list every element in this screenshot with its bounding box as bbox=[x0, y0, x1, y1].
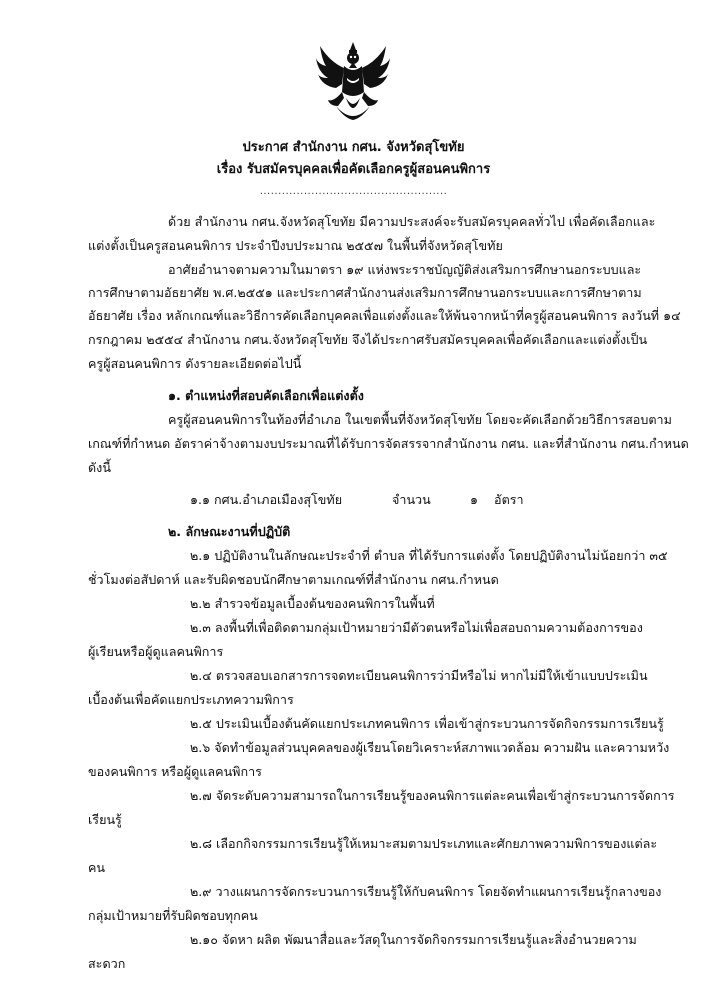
section2-heading: ๒. ลักษณะงานที่ปฏิบัติ bbox=[168, 524, 291, 539]
position-count-label: จำนวน bbox=[392, 492, 431, 507]
position-unit: อัตรา bbox=[494, 492, 524, 507]
duty-2-4-line1: ๒.๔ ตรวจสอบเอกสารการจดทะเบียนคนพิการว่ามีหรือไม่ หากไม่มีให้เข้าแบบประเมิน bbox=[190, 668, 648, 683]
duty-2-7-line1: ๒.๗ จัดระดับความสามารถในการเรียนรู้ของคนพิการแต่ละคนเพื่อเข้าสู่กระบวนการจัดการ bbox=[190, 788, 675, 803]
section1-body-line3: ดังนี้ bbox=[88, 460, 111, 475]
position-item: ๑.๑ กศน.อำเภอเมืองสุโขทัย bbox=[190, 492, 343, 507]
duty-2-10-line2: สะดวก bbox=[88, 956, 126, 971]
section1-heading: ๑. ตำแหน่งที่สอบคัดเลือกเพื่อแต่งตั้ง bbox=[168, 388, 364, 403]
document-subject: เรื่อง รับสมัครบุคคลเพื่อคัดเลือกครูผู้สอนคนพิการ bbox=[216, 162, 491, 177]
duty-2-6-line2: ของคนพิการ หรือผู้ดูแลคนพิการ bbox=[88, 764, 262, 779]
duty-2-6-line1: ๒.๖ จัดทำข้อมูลส่วนบุคคลของผู้เรียนโดยวิเคราะห์สภาพแวดล้อม ความฝัน และความหวัง bbox=[190, 740, 670, 755]
duty-2-1-line2: ชั่วโมงต่อสัปดาห์ และรับผิดชอบนักศึกษาตามเกณฑ์ที่สำนักงาน กศน.กำหนด bbox=[88, 572, 499, 587]
intro-p2-line3: อัธยาศัย เรื่อง หลักเกณฑ์และวิธีการคัดเลือกบุคคลเพื่อแต่งตั้งและให้พ้นจากหน้าที่ครูผู้สอนคนพิการ ลงวันที่ ๑๔ bbox=[88, 308, 681, 323]
duty-2-3-line1: ๒.๓ ลงพื้นที่เพื่อติดตามกลุ่มเป้าหมายว่ามีตัวตนหรือไม่เพื่อสอบถามความต้องการของ bbox=[190, 620, 643, 635]
section1-body-line2: เกณฑ์ที่กำหนด อัตราค่าจ้างตามงบประมาณที่ได้รับการจัดสรรจากสำนักงาน กศน. และที่สำนักงาน กศน.กำหนด bbox=[88, 436, 689, 451]
intro-p2-line4: กรกฎาคม ๒๕๕๔ สำนักงาน กศน.จังหวัดสุโขทัย จึงได้ประกาศรับสมัครบุคคลเพื่อคัดเลือกและแต่งตั้งเป็น bbox=[88, 332, 648, 347]
duty-2-9-line1: ๒.๙ วางแผนการจัดกระบวนการเรียนรู้ให้กับคนพิการ โดยจัดทำแผนการเรียนรู้กลางของ bbox=[190, 884, 662, 899]
duty-2-4-line2: เบื้องต้นเพื่อคัดแยกประเภทความพิการ bbox=[88, 692, 294, 707]
duty-2-8-line2: คน bbox=[88, 860, 106, 875]
duty-2-5: ๒.๕ ประเมินเบื้องต้นคัดแยกประเภทคนพิการ เพื่อเข้าสู่กระบวนการจัดกิจกรรมการเรียนรู้ bbox=[190, 716, 664, 731]
duty-2-1-line1: ๒.๑ ปฏิบัติงานในลักษณะประจำที่ ตำบล ที่ได้รับการแต่งตั้ง โดยปฏิบัติงานไม่น้อยกว่า ๓๕ bbox=[190, 548, 668, 563]
intro-p1-line1: ด้วย สำนักงาน กศน.จังหวัดสุโขทัย มีความประสงค์จะรับสมัครบุคคลทั่วไป เพื่อคัดเลือกและ bbox=[168, 214, 656, 229]
duty-2-2: ๒.๒ สำรวจข้อมูลเบื้องต้นของคนพิการในพื้นที่ bbox=[190, 596, 435, 611]
intro-p2-line1: อาศัยอำนาจตามความในมาตรา ๑๙ แห่งพระราชบัญญัติส่งเสริมการศึกษานอกระบบและ bbox=[168, 262, 642, 277]
duty-2-7-line2: เรียนรู้ bbox=[88, 812, 122, 827]
duty-2-10-line1: ๒.๑๐ จัดหา ผลิต พัฒนาสื่อและวัสดุในการจัดกิจกรรมการเรียนรู้และสิ่งอำนวยความ bbox=[190, 932, 637, 947]
position-row bbox=[190, 492, 524, 508]
duty-2-9-line2: กลุ่มเป้าหมายที่รับผิดชอบทุกคน bbox=[88, 908, 258, 923]
intro-p2-line2: การศึกษาตามอัธยาศัย พ.ศ.๒๕๕๑ และประกาศสำนักงานส่งเสริมการศึกษานอกระบบและการศึกษาตาม bbox=[88, 285, 642, 300]
document-title: ประกาศ สำนักงาน กศน. จังหวัดสุโขทัย bbox=[242, 140, 465, 155]
position-count: ๑ bbox=[470, 492, 478, 507]
duty-2-8-line1: ๒.๘ เลือกกิจกรรมการเรียนรู้ให้เหมาะสมตามประเภทและศักยภาพความพิการของแต่ละ bbox=[190, 836, 658, 851]
intro-p1-line2: แต่งตั้งเป็นครูสอนคนพิการ ประจำปีงบประมาณ ๒๕๕๗ ในพื้นที่จังหวัดสุโขทัย bbox=[88, 238, 503, 253]
garuda-emblem-icon bbox=[316, 40, 390, 126]
section1-body-line1: ครูผู้สอนคนพิการในท้องที่อำเภอ ในเขตพื้นที่จังหวัดสุโขทัย โดยจะคัดเลือกด้วยวิธีการสอบตาม bbox=[168, 412, 672, 427]
title-separator: ................................................... bbox=[259, 186, 448, 197]
intro-p2-line5: ครูผู้สอนคนพิการ ดังรายละเอียดต่อไปนี้ bbox=[88, 356, 302, 371]
duty-2-3-line2: ผู้เรียนหรือผู้ดูแลคนพิการ bbox=[88, 644, 224, 659]
